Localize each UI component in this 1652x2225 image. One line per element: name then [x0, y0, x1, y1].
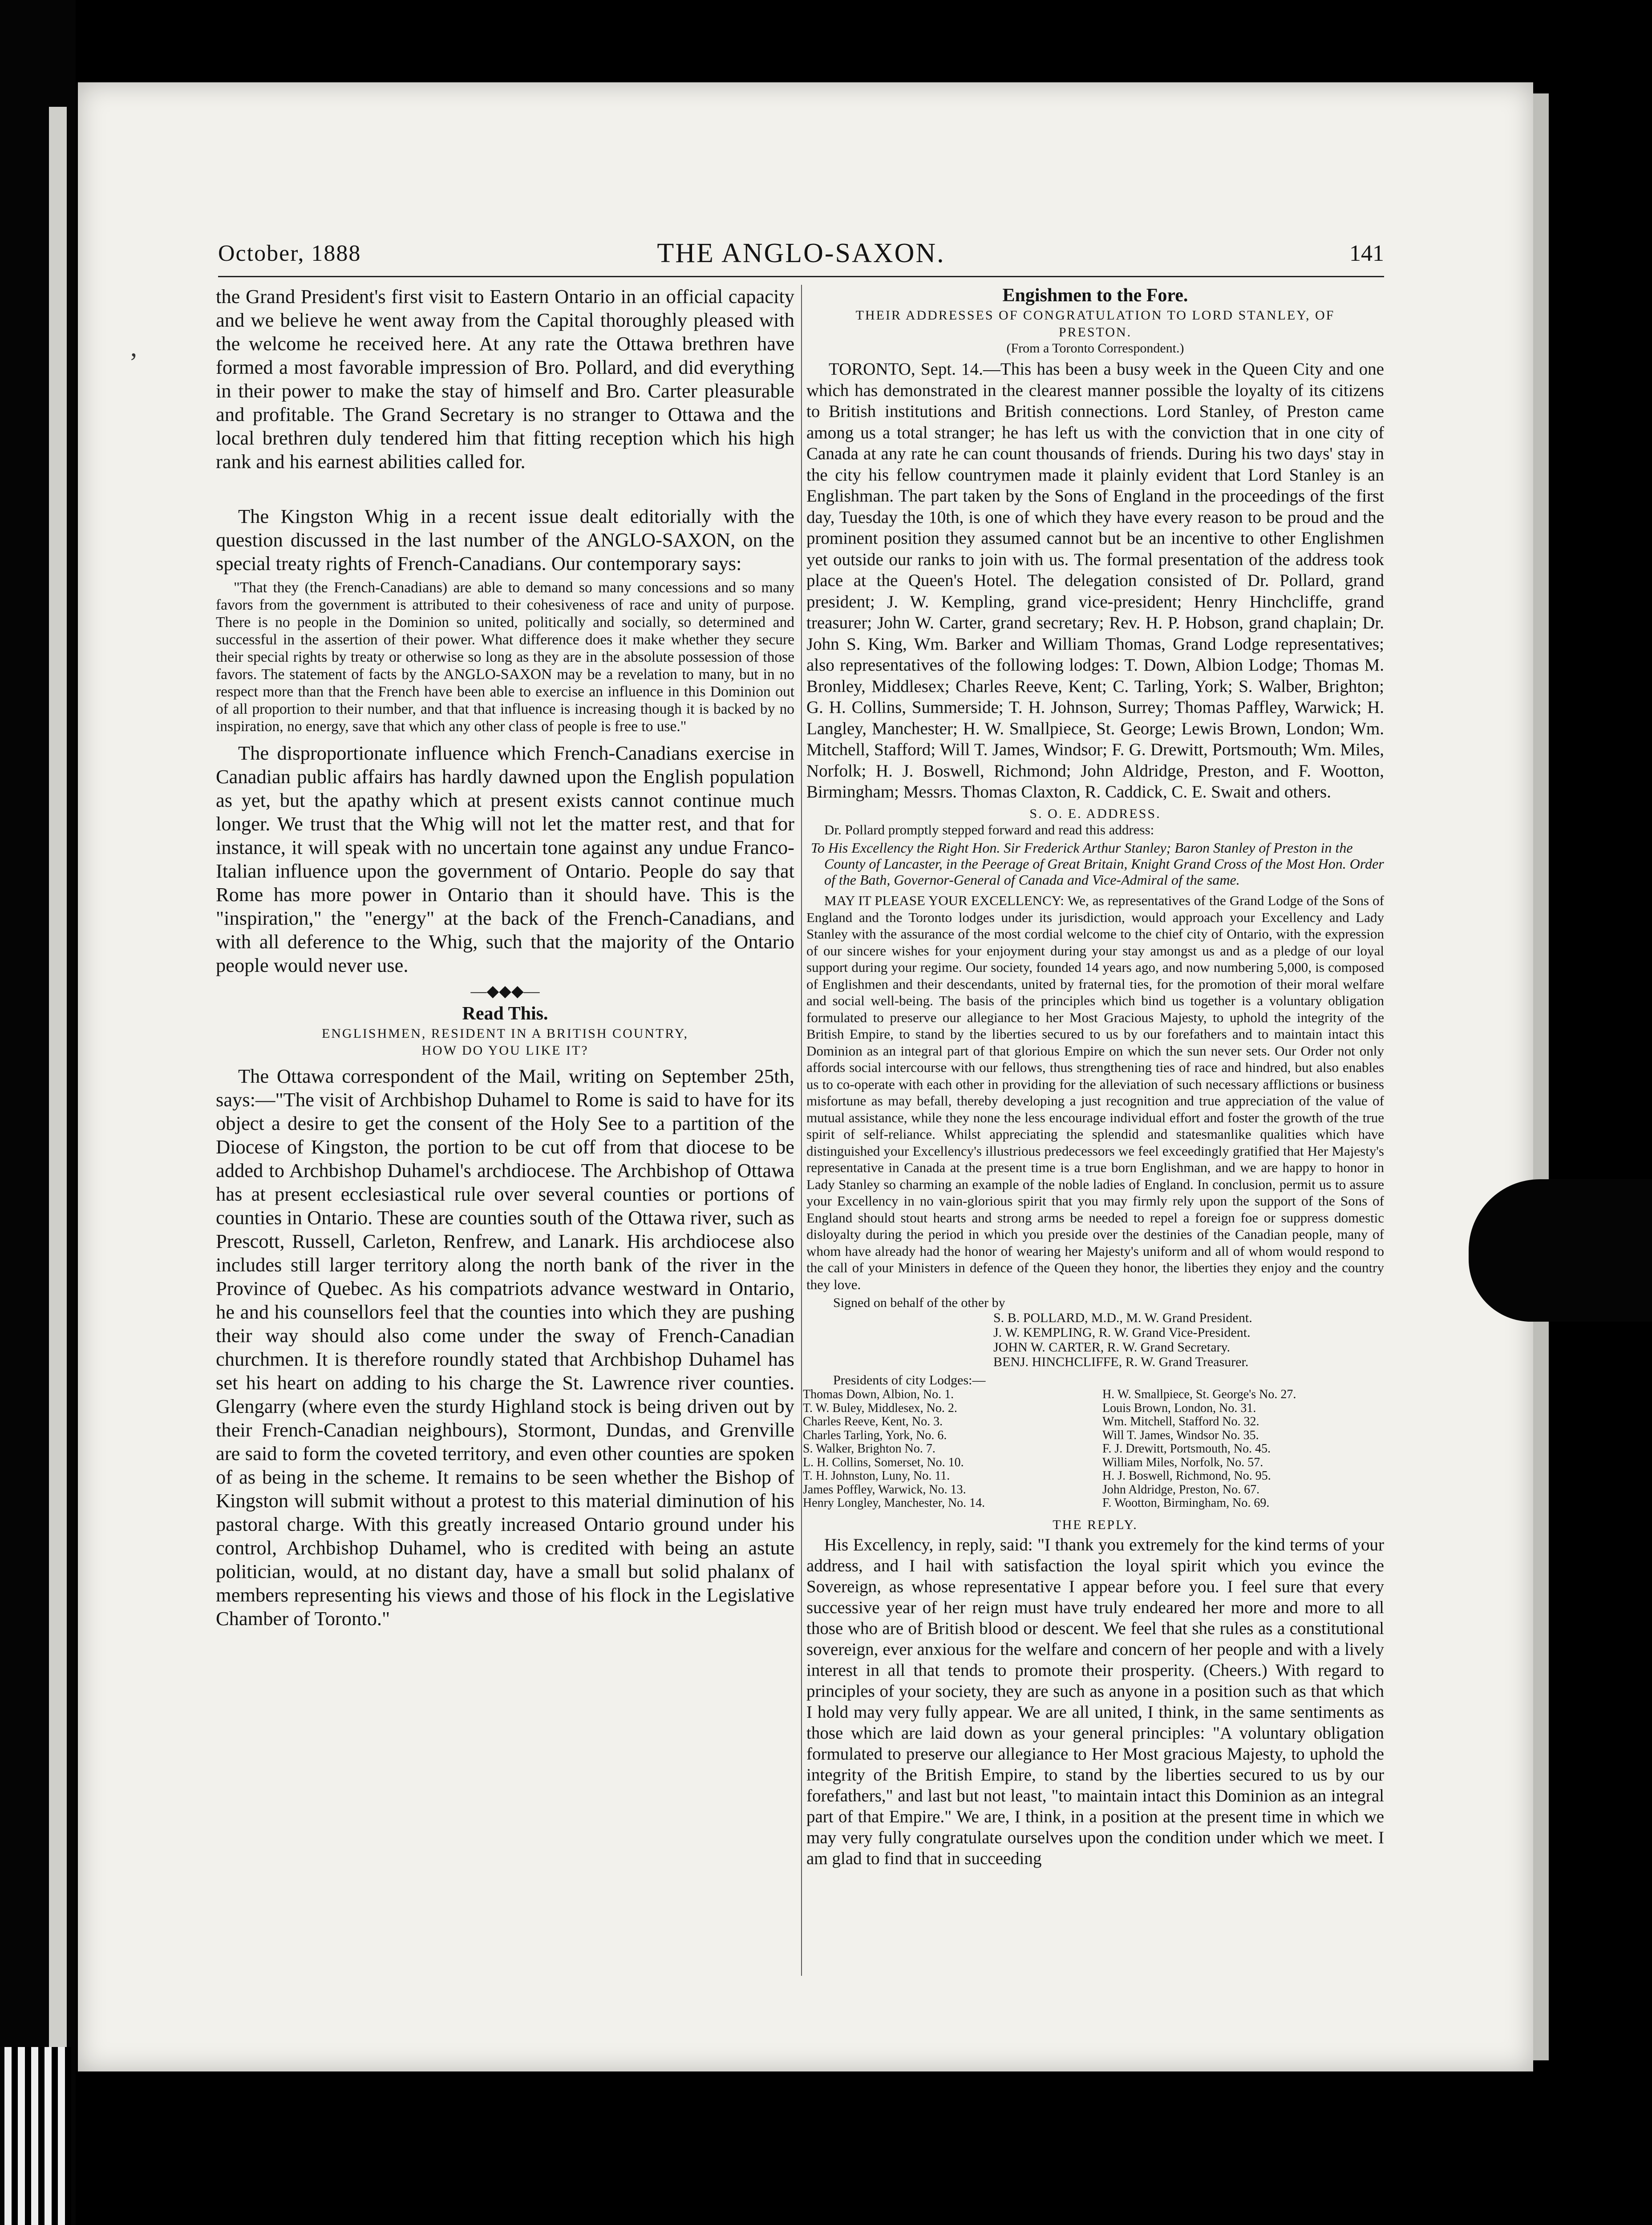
signed-line: Signed on behalf of the other by — [833, 1295, 1005, 1310]
right-column — [801, 285, 1384, 1976]
paragraph-kingston-whig: The Kingston Whig in a recent issue dealt editorially with the question discussed in the last number of the ANGLO-SAXON, on the special treaty rights of French-Canadians. Our contemporary says: — [216, 505, 794, 574]
lodge-entry: Wm. Mitchell, Stafford No. 32. — [1102, 1415, 1259, 1428]
lodge-entry: John Aldridge, Preston, No. 67. — [1102, 1482, 1260, 1497]
lodge-entry: F. J. Drewitt, Portsmouth, No. 45. — [1102, 1442, 1271, 1456]
lodge-entry: F. Wootton, Birmingham, No. 69. — [1102, 1496, 1270, 1510]
binding-marks — [4, 2047, 71, 2225]
issue-date: October, 1888 — [218, 241, 361, 266]
grand-officers-list — [993, 1311, 1384, 1369]
lodge-list-left — [803, 1388, 1085, 1510]
page-header — [218, 240, 1384, 277]
lodge-entry: T. W. Buley, Middlesex, No. 2. — [803, 1401, 957, 1415]
lodge-entry: Charles Tarling, York, No. 6. — [803, 1428, 947, 1442]
page-number: 141 — [1349, 241, 1384, 266]
margin-mark: ’ — [129, 348, 138, 377]
facing-page-edge — [49, 107, 67, 2154]
lodge-entry: Henry Longley, Manchester, No. 14. — [803, 1496, 985, 1510]
address-salutation: To His Excellency the Right Hon. Sir Frederick Arthur Stanley; Baron Stanley of Preston in the County of Lancaster, in the Peerage of Great Britain, Knight Grand Cross of the Most Hon. Order of the Bath, Governor-General of Canada and Vice-Admiral of the same. — [811, 840, 1384, 888]
lodge-entry: T. H. Johnston, Luny, No. 11. — [803, 1469, 950, 1483]
lodge-entry: H. J. Boswell, Richmond, No. 95. — [1102, 1469, 1271, 1483]
newspaper-title: THE ANGLO-SAXON. — [657, 238, 945, 268]
paragraph-french-influence: The disproportionate influence which French-Canadians exercise in Canadian public affairs has hardly dawned upon the English population as yet, but the apathy which at present exists cannot continue much longer. We trust that the Whig will not let the matter rest, and that for instance, it will speak with no uncertain tone against any undue Franco-Italian influence upon the government of Ontario. People do say that Rome has more power in Ontario than it should have. This is the "inspiration," the "energy" at the back of the French-Canadians, and with all deference to the Whig, such that the majority of the Ontario people would never use. — [216, 742, 794, 976]
lodge-list-right — [1102, 1388, 1384, 1510]
lodge-entry: William Miles, Norfolk, No. 57. — [1102, 1455, 1263, 1469]
address-body: MAY IT PLEASE YOUR EXCELLENCY: We, as representatives of the Grand Lodge of the Sons of England and the Toronto lodges under its jurisdiction, would approach your Excellency and Lady Stanley with the assurance of the most cordial welcome to the chief city of Ontario, with the expression of our sincere wishes for your enjoyment during your stay amongst us and as a pledge of our loyal support during your regime. Our society, founded 14 years ago, and now numbering 5,000, is composed of Englishmen and their descendants, united by fraternal ties, for the promotion of their moral welfare and social well-being. The basis of the principles which bind us together is a voluntary obligation formulated to preserve our allegiance to her Most Gracious Majesty, to uphold the integrity of the British Empire, to stand by the liberties secured to us by our forefathers and to maintain intact this Dominion as an integral part of that glorious Empire on which the sun never sets. Our Order not only affords social intercourse with our fellows, thus strengthening ties of race and hindred, but also enables us to co-operate with each other in providing for the alleviation of such necessary afflictions or business misfortune as may befall, thereby developing a just recognition and true appreciation of the value of mutual assistance, while they none the less encourage individual effort and foster the growth of the true spirit of self-reliance. Whilst appreciating the splendid and statesmanlike qualities which have distinguished your Excellency's illustrious predecessors we feel exceedingly gratified that Her Majesty's representative in Canada at the present time is a true born Englishman, and we are happy to honor in Lady Stanley so charming an example of the noble ladies of England. In conclusion, permit us to assure your Excellency in no vain-glorious spirit that you may firmly rely upon the support of the Sons of England should stout hearts and strong arms be needed to repel a foreign foe or suppress domestic disloyalty during the period in which you preside over the destinies of the Canadian people, many of whom have already had the honor of wearing her Majesty's uniform and all of whom would respond to the call of your Ministers in defence of the Queen they honor, the liberties they enjoy and the country they love. — [806, 893, 1384, 1292]
officer-entry: BENJ. HINCHCLIFFE, R. W. Grand Treasurer. — [993, 1355, 1249, 1369]
section-divider: —◆◆◆— — [470, 982, 540, 1000]
page-edge-right — [1533, 93, 1549, 2060]
reply-heading: THE REPLY. — [1053, 1517, 1138, 1532]
paragraph-archbishop-duhamel: The Ottawa correspondent of the Mail, writing on September 25th, says:—"The visit of Archbishop Duhamel to Rome is said to have for its object a desire to get the consent of the Holy See to a partition of the Diocese of Kingston, the portion to be cut off from that diocese to be added to Archbishop Duhamel's archdiocese. The Archbishop of Ottawa has at present ecclesiastical rule over several counties or portions of counties in Ontario. These are counties south of the Ottawa river, such as Prescott, Russell, Carleton, Renfrew, and Lanark. His archdiocese also includes still larger territory along the north bank of the river in the Province of Quebec. As his compatriots advance westward in Ontario, he and his counsellors feel that the counties into which they are pushing their way should also come under the sway of French-Canadian churchmen. It is therefore roundly stated that Archbishop Duhamel has set his heart on adding to his charge the St. Lawrence river counties. Glengarry (where even the sturdy Highland stock is being driven out by their French-Canadian neighbours), Stormont, Dundas, and Grenville are said to form the coveted territory, and even other counties are spoken of as being in the scheme. It remains to be seen whether the Bishop of Kingston will submit without a protest to this material diminution of his pastoral charge. With this greatly increased Ontario ground under his control, Archbishop Duhamel, who is credited with being an astute politician, would, at no distant day, have a small but solid phalanx of members representing his views and those of his flock in the Legislative Chamber of Toronto." — [216, 1065, 794, 1630]
officer-entry: S. B. POLLARD, M.D., M. W. Grand President. — [993, 1311, 1252, 1325]
soe-address-heading: S. O. E. ADDRESS. — [1029, 806, 1161, 821]
read-this-subheading-1: ENGLISHMEN, RESIDENT IN A BRITISH COUNTRY, — [321, 1026, 689, 1041]
article-subtitle-1: THEIR ADDRESSES OF CONGRATULATION TO LORD STANLEY, OF — [855, 308, 1335, 323]
read-this-subheading-2: HOW DO YOU LIKE IT? — [421, 1043, 589, 1058]
presidents-label: Presidents of city Lodges:— — [833, 1373, 986, 1388]
spacer — [216, 473, 794, 505]
reply-body: His Excellency, in reply, said: "I thank you extremely for the kind terms of your address, and I hail with satisfaction the loyal spirit which you evince the Sovereign, as whose representative I appear before you. I feel sure that every successive year of her reign must have truly endeared her more and more to all those who are of British blood or descent. We feel that she rules as a constitutional sovereign, ever anxious for the welfare and concern of her people and with a lively interest in all that tends to promote their prosperity. (Cheers.) With regard to principles of your society, they are such as anyone in a position such as that which I hold may very fully appear. We are all united, I think, in the same sentiments as those which are laid down as your general principles: "A voluntary obligation formulated to preserve our allegiance to Her Most gracious Majesty, to uphold the integrity of the British Empire, to stand by the liberties secured to us by our forefathers," and last but not least, "to maintain intact this Dominion as an integral part of that Empire." We are, I think, in a position at the present time in which we may very fully congratulate ourselves upon the condition under which we meet. I am glad to find that in succeeding — [806, 1535, 1384, 1868]
article-correspondent: (From a Toronto Correspondent.) — [1006, 341, 1184, 356]
lodge-entry: Thomas Down, Albion, No. 1. — [803, 1388, 954, 1401]
paragraph-toronto: TORONTO, Sept. 14.—This has been a busy week in the Queen City and one which has demonstrated in the clearest manner possible the loyalty of its citizens to British institutions and British connections. Lord Stanley, of Preston came among us a total stranger; he has left us with the conviction that in one city of Canada at any rate he can count thousands of friends. During his two days' stay in the city his fellow countrymen made it plainly evident that Lord Stanley is an Englishman. The part taken by the Sons of England in the proceedings of the first day, Tuesday the 10th, is one of which they have every reason to be proud and the prominent position they assumed cannot but be an incentive to other Englishmen yet outside our ranks to join with us. The formal presentation of the address took place at the Queen's Hotel. The delegation consisted of Dr. Pollard, grand president; J. W. Kempling, grand vice-president; Henry Hinchcliffe, grand treasurer; John W. Carter, grand secretary; Rev. H. P. Hobson, grand chaplain; Dr. John S. King, Wm. Barker and William Thomas, Grand Lodge representatives; also representatives of the following lodges: T. Down, Albion Lodge; Thomas M. Bronley, Middlesex; Charles Reeve, Kent; C. Tarling, York; S. Walber, Brighton; G. H. Collins, Summerside; T. H. Johnson, Surrey; Thomas Paffley, Warwick; H. Langley, Manchester; H. W. Smallpiece, St. George; Lewis Brown, London; Wm. Mitchell, Stafford; Will T. James, Windsor; F. G. Drewitt, Portsmouth; Wm. Miles, Norfolk; H. J. Boswell, Richmond; John Aldridge, Preston, and F. Wootton, Birmingham; Messrs. Thomas Claxton, R. Caddick, C. E. Swait and others. — [806, 360, 1384, 801]
lodge-entry: H. W. Smallpiece, St. George's No. 27. — [1102, 1388, 1296, 1401]
paragraph-pollard-address: Dr. Pollard promptly stepped forward and read this address: — [824, 821, 1154, 837]
lodge-entry: Will T. James, Windsor No. 35. — [1102, 1428, 1259, 1442]
whig-quotation: "That they (the French-Canadians) are able to demand so many concessions and so many favors from the government is attributed to their cohesiveness of race and unity of purpose. There is no people in the Dominion so united, politically and socially, so determined and successful in the assertion of their power. What difference does it make whether they secure their special rights by treaty or otherwise so long as they are in the absolute possession of those favors. The statement of facts by the ANGLO-SAXON may be a revelation to many, but in no respect more than that the French have been able to exercise an influence in this Dominion out of all proportion to their number, and that that influence is increasing though it is backed by no inspiration, no energy, save that which any other class of people is free to use." — [216, 579, 794, 735]
lodge-entry: James Poffley, Warwick, No. 13. — [803, 1482, 966, 1497]
left-column — [216, 285, 794, 1976]
lodge-entry: S. Walker, Brighton No. 7. — [803, 1442, 935, 1456]
lodge-entry: Louis Brown, London, No. 31. — [1102, 1401, 1256, 1415]
lodge-presidents-table — [803, 1388, 1384, 1510]
lodge-entry: Charles Reeve, Kent, No. 3. — [803, 1415, 943, 1428]
officer-entry: J. W. KEMPLING, R. W. Grand Vice-President. — [993, 1325, 1251, 1340]
paragraph-grand-president: the Grand President's first visit to Eastern Ontario in an official capacity and we believe he went away from the Capital thoroughly pleased with the welcome he received here. At any rate the Ottawa brethren have formed a most favorable impression of Bro. Pollard, and did everything in their power to make the stay of himself and Bro. Carter pleasurable and profitable. The Grand Secretary is no stranger to Ottawa and the local brethren duly tendered him that fitting reception which his high rank and his earnest abilities called for. — [216, 285, 794, 473]
officer-entry: JOHN W. CARTER, R. W. Grand Secretary. — [993, 1340, 1231, 1355]
lodge-entry: L. H. Collins, Somerset, No. 10. — [803, 1455, 964, 1469]
article-title: Engishmen to the Fore. — [1002, 285, 1188, 306]
article-subtitle-2: PRESTON. — [1058, 325, 1132, 340]
scanner-thumb-shadow — [1469, 1179, 1652, 1322]
read-this-heading: Read This. — [462, 1003, 548, 1024]
